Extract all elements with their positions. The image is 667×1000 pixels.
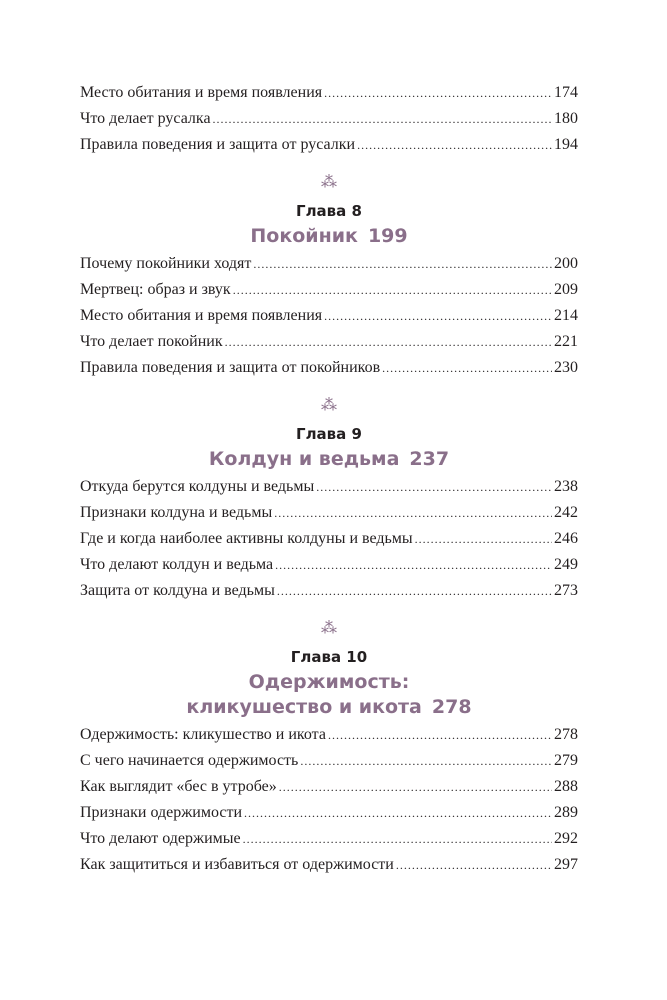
dot-leader bbox=[316, 480, 552, 495]
toc-entry[interactable] bbox=[80, 726, 578, 752]
dot-leader bbox=[243, 832, 552, 847]
entry-title: Что делает покойник bbox=[80, 333, 223, 350]
toc-entry[interactable] bbox=[80, 530, 578, 556]
chapter-title-text: Колдун и ведьма bbox=[208, 448, 400, 470]
entry-title: Как выглядит «бес в утробе» bbox=[80, 778, 277, 795]
entry-page: 180 bbox=[554, 110, 578, 127]
toc-entry[interactable] bbox=[80, 478, 578, 504]
entry-page: 288 bbox=[554, 778, 578, 795]
dot-leader bbox=[253, 257, 552, 272]
dot-leader bbox=[300, 754, 552, 769]
toc-entry[interactable] bbox=[80, 830, 578, 856]
toc-entry[interactable] bbox=[80, 556, 578, 582]
entry-page: 279 bbox=[554, 752, 578, 769]
toc-entry[interactable] bbox=[80, 307, 578, 333]
toc-entry[interactable] bbox=[80, 110, 578, 136]
chapter-title-text: Покойник bbox=[250, 225, 358, 247]
chapter-title-text: Одержимость: bbox=[248, 671, 410, 693]
dot-leader bbox=[244, 806, 552, 821]
dot-leader bbox=[396, 858, 552, 873]
dot-leader bbox=[277, 584, 552, 599]
entry-page: 174 bbox=[554, 84, 578, 101]
entry-page: 249 bbox=[554, 556, 578, 573]
toc-entry[interactable] bbox=[80, 778, 578, 804]
entry-page: 209 bbox=[554, 281, 578, 298]
ornament-icon: ⁂ bbox=[321, 395, 337, 414]
entry-title: Одержимость: кликушество и икота bbox=[80, 726, 326, 743]
chapter-label: Глава 8 bbox=[296, 202, 362, 220]
chapter-page: 199 bbox=[367, 225, 408, 247]
chapter-title-line bbox=[80, 447, 578, 472]
entry-page: 214 bbox=[554, 307, 578, 324]
entry-title: Правила поведения и защита от покойников bbox=[80, 359, 381, 376]
entry-title: Что делает русалка bbox=[80, 110, 211, 127]
entry-title: Что делают колдун и ведьма bbox=[80, 556, 274, 573]
entry-page: 221 bbox=[554, 333, 578, 350]
ornament-icon: ⁂ bbox=[321, 172, 337, 191]
toc-entry[interactable] bbox=[80, 333, 578, 359]
entry-page: 297 bbox=[554, 856, 578, 873]
entry-page: 242 bbox=[554, 504, 578, 521]
chapter-title[interactable] bbox=[80, 447, 578, 472]
entry-page: 273 bbox=[554, 582, 578, 599]
dot-leader bbox=[279, 780, 552, 795]
entry-title: Защита от колдуна и ведьмы bbox=[80, 582, 275, 599]
dot-leader bbox=[233, 283, 552, 298]
chapter-title-line bbox=[80, 695, 578, 720]
entry-title: Правила поведения и защита от русалки bbox=[80, 136, 356, 153]
toc-entry[interactable] bbox=[80, 752, 578, 778]
toc-entry[interactable] bbox=[80, 136, 578, 162]
chapter-page: 237 bbox=[409, 448, 450, 470]
toc-entry[interactable] bbox=[80, 856, 578, 882]
ornament-icon: ⁂ bbox=[321, 618, 337, 637]
entry-title: Мертвец: образ и звук bbox=[80, 281, 231, 298]
entry-page: 194 bbox=[554, 136, 578, 153]
toc-entry[interactable] bbox=[80, 281, 578, 307]
dot-leader bbox=[357, 138, 552, 153]
chapter-title[interactable] bbox=[80, 224, 578, 249]
chapter-title[interactable] bbox=[80, 670, 578, 720]
dot-leader bbox=[324, 86, 552, 101]
dot-leader bbox=[225, 335, 552, 350]
entry-title: Откуда берутся колдуны и ведьмы bbox=[80, 478, 315, 495]
chapter-title-line bbox=[80, 224, 578, 249]
entry-page: 278 bbox=[554, 726, 578, 743]
entry-title: Что делают одержимые bbox=[80, 830, 241, 847]
entry-title: С чего начинается одержимость bbox=[80, 752, 299, 769]
toc-entry[interactable] bbox=[80, 255, 578, 281]
entry-title: Признаки одержимости bbox=[80, 804, 243, 821]
entry-page: 230 bbox=[554, 359, 578, 376]
entry-page: 200 bbox=[554, 255, 578, 272]
toc-entry[interactable] bbox=[80, 504, 578, 530]
dot-leader bbox=[382, 361, 552, 376]
toc-entry[interactable] bbox=[80, 582, 578, 608]
entry-title: Почему покойники ходят bbox=[80, 255, 252, 272]
chapter-label: Глава 9 bbox=[296, 425, 362, 443]
entry-title: Место обитания и время появления bbox=[80, 84, 323, 101]
toc-entry[interactable] bbox=[80, 84, 578, 110]
dot-leader bbox=[213, 112, 552, 127]
dot-leader bbox=[324, 309, 552, 324]
entry-page: 289 bbox=[554, 804, 578, 821]
entry-title: Как защититься и избавиться от одержимости bbox=[80, 856, 394, 873]
dot-leader bbox=[328, 728, 552, 743]
chapter-page: 278 bbox=[431, 696, 472, 718]
toc-entry[interactable] bbox=[80, 359, 578, 385]
chapter-label: Глава 10 bbox=[290, 648, 368, 666]
entry-title: Место обитания и время появления bbox=[80, 307, 323, 324]
entry-page: 292 bbox=[554, 830, 578, 847]
dot-leader bbox=[274, 506, 552, 521]
entry-page: 246 bbox=[554, 530, 578, 547]
dot-leader bbox=[415, 532, 552, 547]
entry-title: Где и когда наиболее активны колдуны и ведьмы bbox=[80, 530, 413, 547]
entry-page: 238 bbox=[554, 478, 578, 495]
toc-entry[interactable] bbox=[80, 804, 578, 830]
chapter-title-text: кликушество и икота bbox=[186, 696, 422, 718]
chapter-title-line bbox=[80, 670, 578, 695]
entry-title: Признаки колдуна и ведьмы bbox=[80, 504, 273, 521]
table-of-contents bbox=[80, 84, 578, 882]
dot-leader bbox=[275, 558, 552, 573]
